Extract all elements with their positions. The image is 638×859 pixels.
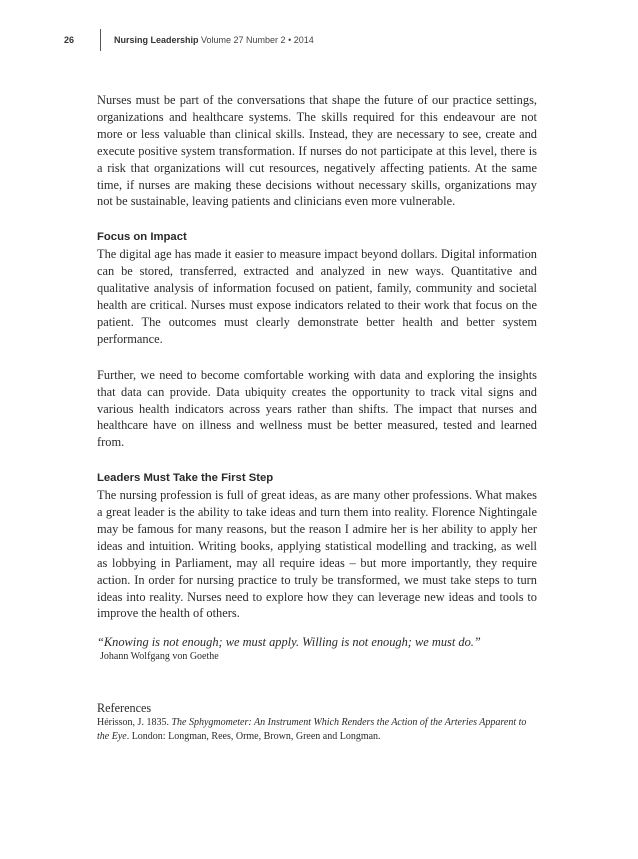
page-number: 26	[64, 35, 75, 45]
journal-name: Nursing Leadership	[114, 35, 199, 45]
spacer	[97, 348, 537, 367]
body-paragraph-1: Nurses must be part of the conversations that shape the future of our practice settings, organizations and healthcare systems. The skills required for this endeavour are not more or less valuable than clinical skills. Instead, they are necessary to see, create and execute positive system transformation. If nurses do not participate at this level, there is a risk that organizations will cut resources, negatively affecting patients. At the same time, if nurses are making these decisions without necessary skills, organizations may not be sustainable, leaving patients and clinicians even more vulnerable.	[97, 93, 537, 209]
article-body	[97, 92, 537, 743]
spacer	[97, 451, 537, 470]
reference-author-year: Hérisson, J. 1835.	[97, 717, 172, 729]
reference-title: The Sphygmometer: An Instrument Which Renders the Action of the Arteries Apparent to the Eye	[97, 717, 527, 742]
reference-publisher: . London: Longman, Rees, Orme, Brown, Green and Longman.	[126, 730, 381, 742]
quote-author: Johann Wolfgang von Goethe	[100, 651, 219, 663]
body-paragraph-2: The digital age has made it easier to measure impact beyond dollars. Digital information can be stored, transferred, extracted and analyzed in new ways. Quantitative and qualitative analysis of information focused on patient, family, community and societal health are critical. Nurses must expose indicators related to their work that focus on the patient. The outcomes must clearly demonstrate better health and better system performance.	[97, 247, 537, 346]
running-head	[114, 35, 314, 45]
spacer	[97, 210, 537, 229]
section-heading-leaders-first-step: Leaders Must Take the First Step	[97, 472, 274, 485]
references-heading: References	[97, 701, 152, 716]
body-paragraph-3: Further, we need to become comfortable working with data and exploring the insights that data can provide. Data ubiquity creates the opportunity to track vital signs and various health indicators across years rather than shifts. The impact that nurses and healthcare have on illness and wellness must be better measured, tested and learned from.	[97, 367, 537, 450]
goethe-quote: “Knowing is not enough; we must apply. Willing is not enough; we must do.”	[97, 635, 481, 650]
spacer	[97, 622, 537, 634]
header-divider	[100, 29, 101, 51]
issue-info: Volume 27 Number 2 • 2014	[198, 35, 314, 45]
reference-item	[97, 716, 537, 743]
body-paragraph-4: The nursing profession is full of great ideas, as are many other professions. What makes a great leader is the ability to take ideas and turn them into reality. Florence Nightingale may be famous for many reasons, but the reason I admire her is her ability to apply her ideas and intuition. Writing books, applying statistical modelling and tracking, as well as lobbying in Parliament, may all require ideas – but more importantly, they require action. In order for nursing practice to truly be transformed, we must take steps to turn ideas into reality. Nurses need to explore how they can leverage new ideas and tools to improve the health of others.	[97, 488, 537, 621]
section-heading-focus-on-impact: Focus on Impact	[97, 231, 187, 244]
